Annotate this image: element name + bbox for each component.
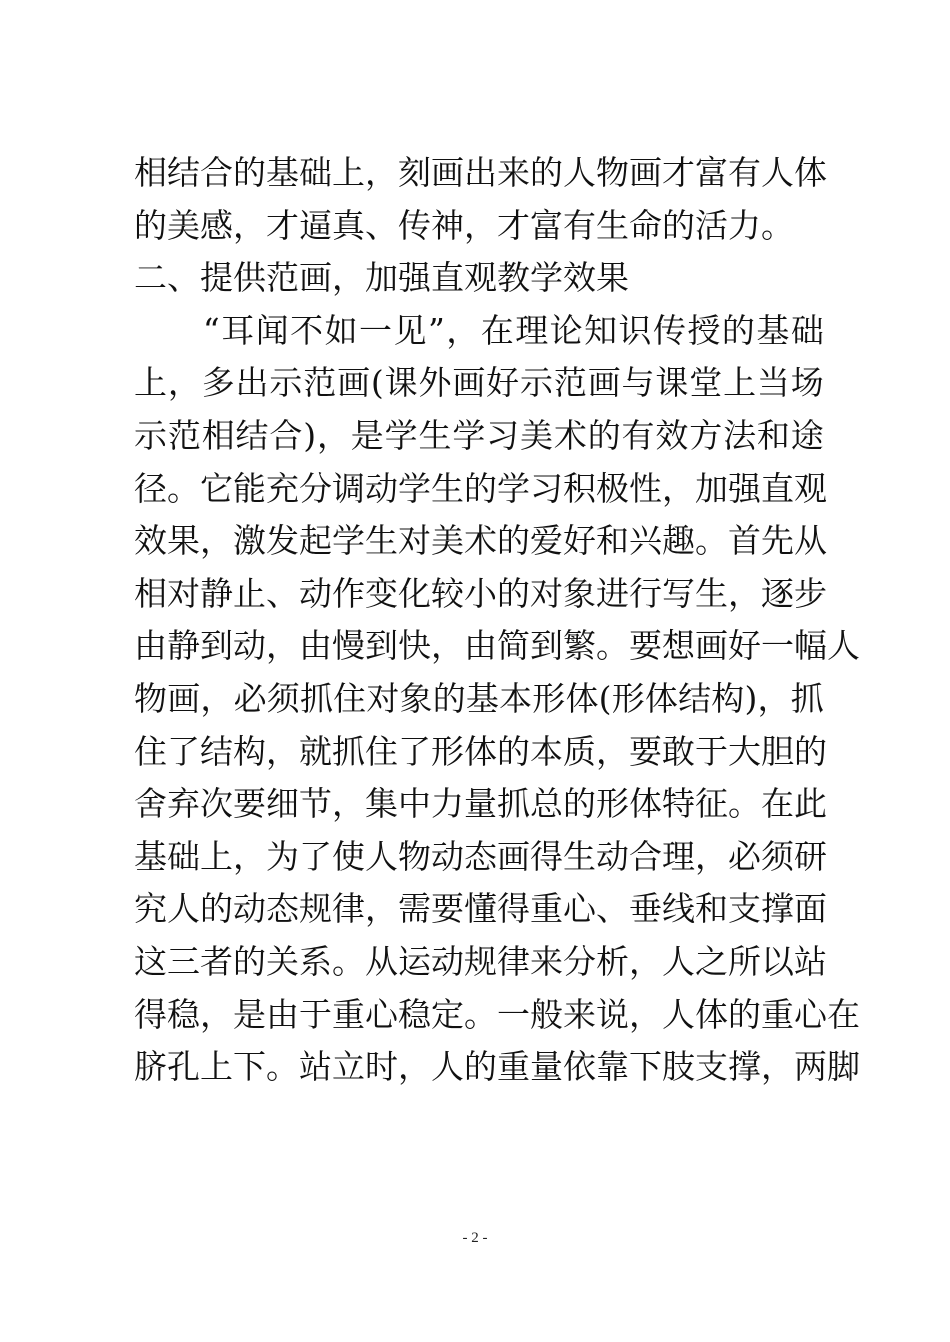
body-text xyxy=(134,147,860,1094)
page-number: - 2 - xyxy=(462,1230,488,1246)
text-line: 究 人 的 动 态 规 律 ， 需 要 懂 得 重 心 、 垂 线 和 支 撑 面 xyxy=(134,889,827,929)
text-line: 相 对 静 止 、 动 作 变 化 较 小 的 对 象 进 行 写 生 ， 逐 步 xyxy=(134,573,827,613)
text-line: 径 。 它 能 充 分 调 动 学 生 的 学 习 积 极 性 ， 加 强 直 观 xyxy=(134,468,827,508)
text-line: 相 结 合 的 基 础 上 ， 刻 画 出 来 的 人 物 画 才 富 有 人 体 xyxy=(134,153,827,192)
text-line: 脐 孔 上 下 。 站 立 时 ， 人 的 重 量 依 靠 下 肢 支 撑 ， 两 脚 xyxy=(134,1047,860,1087)
text-line: 基 础 上 ， 为 了 使 人 物 动 态 画 得 生 动 合 理 ， 必 须 研 xyxy=(134,836,827,876)
section-heading: 二 、 提 供 范 画 ， 加 强 直 观 教 学 效 果 xyxy=(134,258,629,298)
text-line: 由 静 到 动 ， 由 慢 到 快 ， 由 简 到 繁 。 要 想 画 好 一 幅 人 xyxy=(134,626,860,666)
text-line: 上 ， 多 出 示 范 画 ( 课 外 画 好 示 范 画 与 课 堂 上 当 场 xyxy=(134,363,824,403)
text-line: 这 三 者 的 关 系 。 从 运 动 规 律 来 分 析 ， 人 之 所 以 站 xyxy=(134,941,827,981)
text-line: 舍 弃 次 要 细 节 ， 集 中 力 量 抓 总 的 形 体 特 征 。 在 此 xyxy=(134,784,827,824)
text-line: 的 美 感 ， 才 逼 真 、 传 神 ， 才 富 有 生 命 的 活 力 。 xyxy=(134,205,794,245)
text-line: 示 范 相 结 合 ) ， 是 学 生 学 习 美 术 的 有 效 方 法 和 途 xyxy=(134,415,824,455)
text-line: “ 耳 闻 不 如 一 见 ” ， 在 理 论 知 识 传 授 的 基 础 xyxy=(202,310,824,350)
text-line: 效 果 ， 激 发 起 学 生 对 美 术 的 爱 好 和 兴 趣 。 首 先 从 xyxy=(134,521,827,561)
text-line: 物 画 ， 必 须 抓 住 对 象 的 基 本 形 体 ( 形 体 结 构 ) ， 抓 xyxy=(134,678,824,718)
text-line: 住 了 结 构 ， 就 抓 住 了 形 体 的 本 质 ， 要 敢 于 大 胆 的 xyxy=(134,731,827,771)
text-line: 得 稳 ， 是 由 于 重 心 稳 定 。 一 般 来 说 ， 人 体 的 重 心 在 xyxy=(134,994,860,1034)
